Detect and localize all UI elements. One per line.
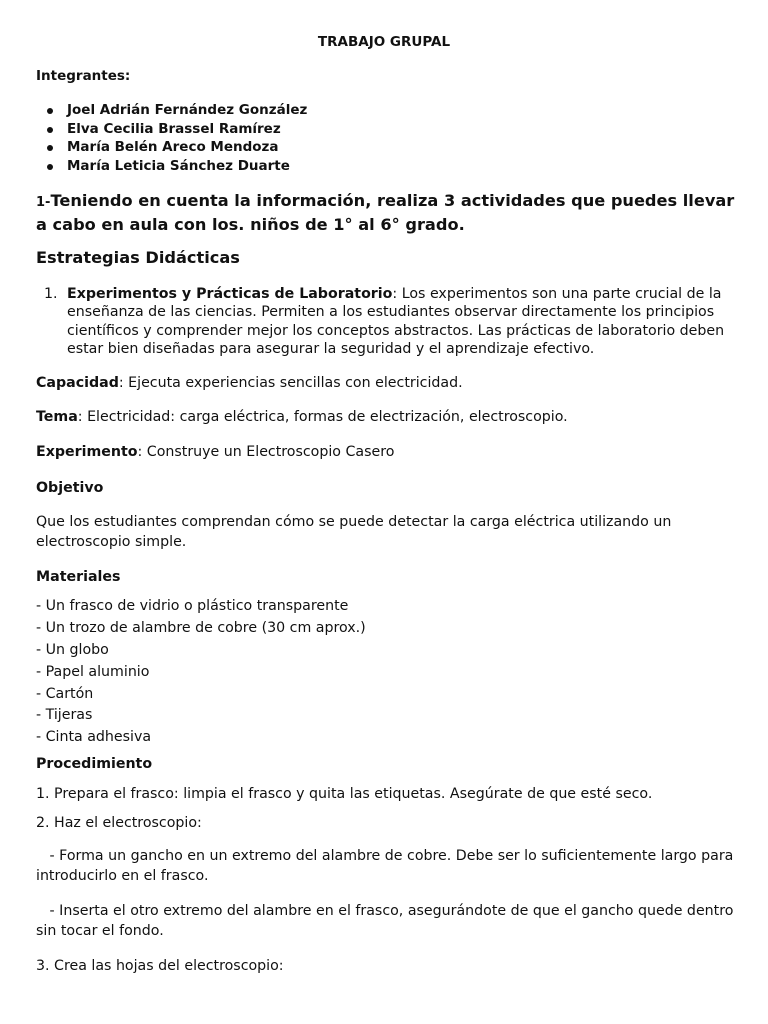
experimento-text: : Construye un Electroscopio Casero [137,444,395,460]
integrantes-label: Integrantes: [36,68,131,84]
step-1: 1. Prepara el frasco: limpia el frasco y quita las etiquetas. Asegúrate de que esté seco. [36,786,653,802]
question-number: 1- [36,195,51,210]
material-item: - Un frasco de vidrio o plástico transparente [36,598,349,614]
experimento-label: Experimento [36,444,138,460]
member-item: Elva Cecilia Brassel Ramírez [36,120,738,139]
capacidad-paragraph [36,373,738,393]
materiales-heading: Materiales [36,569,121,585]
strategy-text: : Los experimentos son una parte crucial de la enseñanza de las ciencias. Permiten a los estudiantes observar directamente los principios científicos y comprender mejor los conceptos abstractos. Las prácticas de laboratorio deben estar bien diseñadas para asegurar la seguridad y el aprendizaje efectivo. [67,286,725,357]
tema-text: : Electricidad: carga eléctrica, formas de electrización, electroscopio. [77,409,568,425]
material-item: - Cinta adhesiva [36,729,152,746]
strategy-item [36,285,738,358]
question-paragraph [36,190,738,235]
experimento-paragraph [36,442,738,462]
step-2a: - Forma un gancho en un extremo del alambre de cobre. Debe ser lo suficientemente largo para introducirlo en el frasco. [36,848,738,884]
material-item: - Un globo [36,641,109,658]
objetivo-heading: Objetivo [36,480,104,496]
strategy-title: Experimentos y Prácticas de Laboratorio [67,286,393,302]
members-list [36,101,738,176]
tema-label: Tema [36,409,78,425]
member-item: Joel Adrián Fernández González [36,101,738,120]
material-item: - Cartón [36,685,94,702]
step-2b: - Inserta el otro extremo del alambre en el frasco, asegurándote de que el gancho quede dentro sin tocar el fondo. [36,903,738,939]
tema-paragraph [36,407,738,427]
material-item: - Un trozo de alambre de cobre (30 cm aprox.) [36,619,366,636]
member-item: María Leticia Sánchez Duarte [36,157,738,176]
capacidad-label: Capacidad [36,375,119,391]
materiales-list [36,596,738,749]
strategy-number: 1. [44,286,58,302]
procedimiento-heading: Procedimiento [36,756,153,772]
step-3: 3. Crea las hojas del electroscopio: [36,958,284,974]
step-2: 2. Haz el electroscopio: [36,815,202,831]
capacidad-text: : Ejecuta experiencias sencillas con electricidad. [118,375,463,391]
document-title: TRABAJO GRUPAL [317,34,451,50]
member-item: María Belén Areco Mendoza [36,138,738,157]
section-heading: Estrategias Didácticas [36,248,240,267]
question-text: Teniendo en cuenta la información, realiza 3 actividades que puedes llevar a cabo en aula con los. niños de 1° al 6° grado. [36,191,735,234]
material-item: - Tijeras [36,707,93,724]
strategy-list [36,285,738,358]
objetivo-text: Que los estudiantes comprendan cómo se puede detectar la carga eléctrica utilizando un electroscopio simple. [36,514,672,550]
material-item: - Papel aluminio [36,663,150,680]
